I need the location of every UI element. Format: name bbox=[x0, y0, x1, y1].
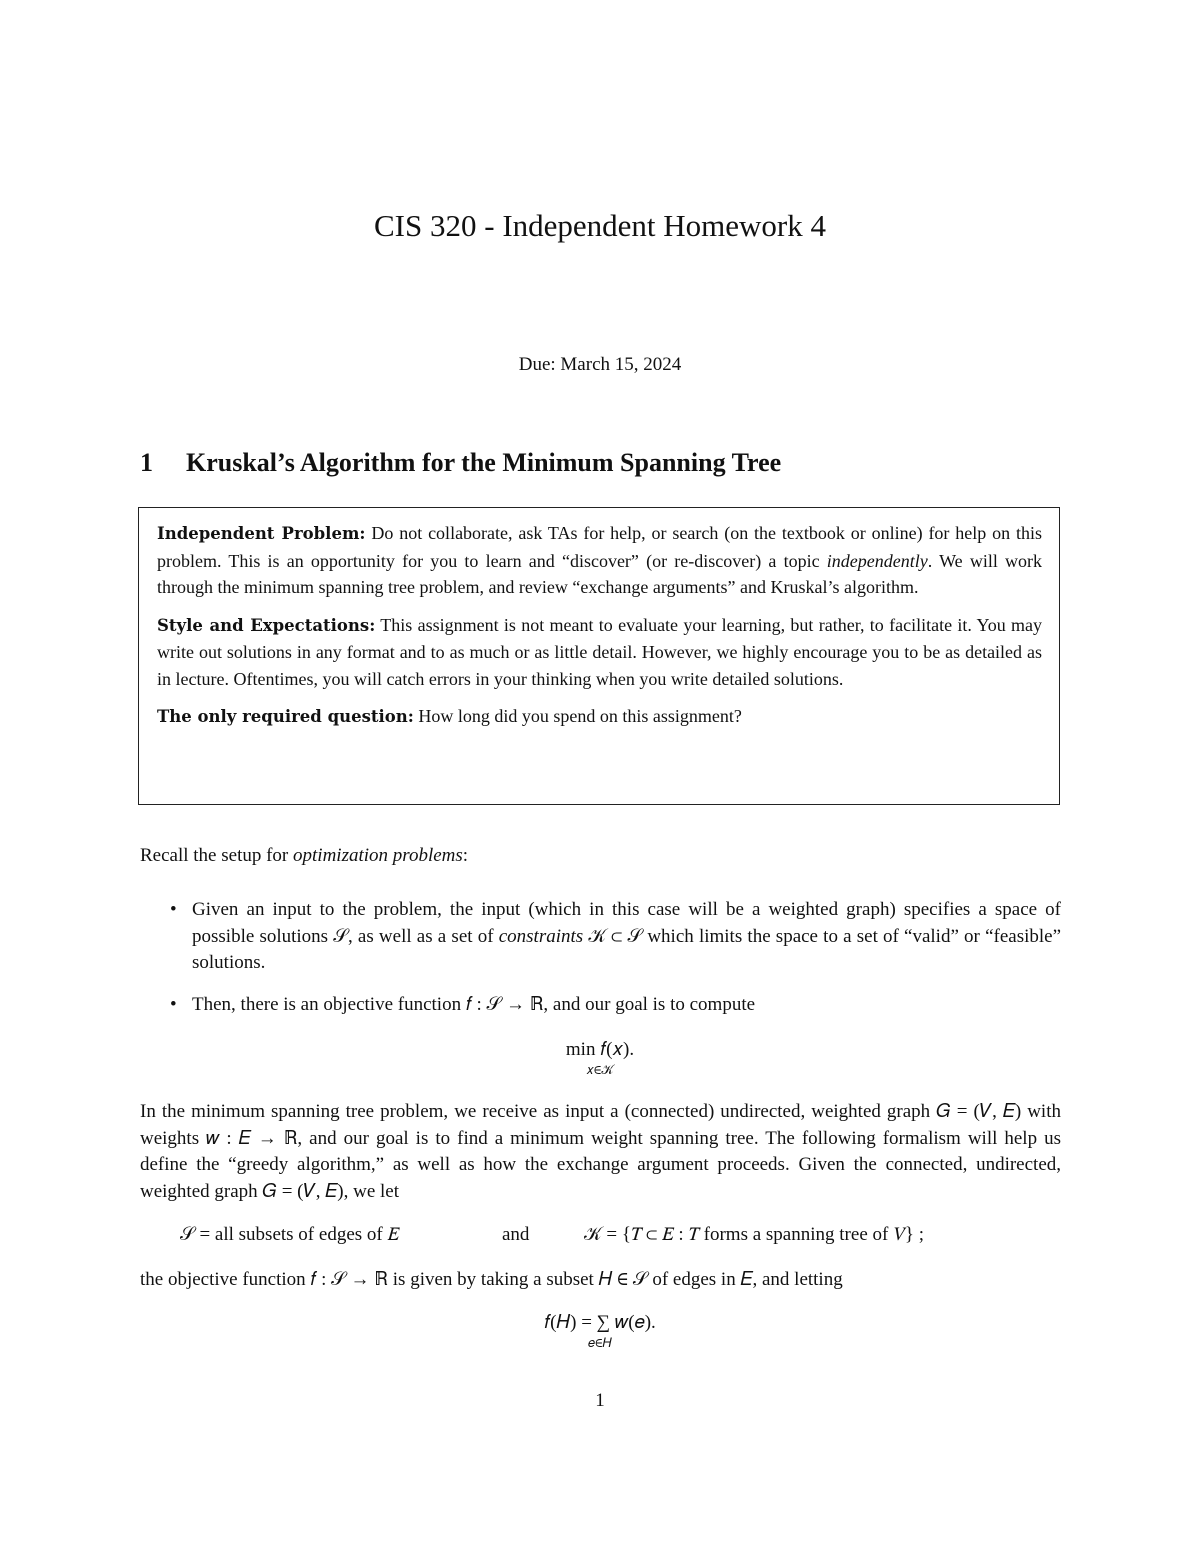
set-s-definition: 𝒮 = all subsets of edges of 𝐸 bbox=[180, 1224, 400, 1245]
independent-problem-text-end: . We will work through the minimum spanning tree problem, and review “exchange arguments” and Kruskal’s algorithm. bbox=[157, 550, 1042, 597]
bullet1-math-s: 𝒮 bbox=[333, 925, 348, 947]
section-title: Kruskal’s Algorithm for the Minimum Spanning Tree bbox=[186, 448, 782, 477]
bullet2-text: Then, there is an objective function 𝑓 : 𝒮 → ℝ, and our goal is to compute bbox=[192, 993, 756, 1015]
recall-emphasis: optimization problems bbox=[293, 845, 463, 866]
section-number: 1 bbox=[140, 448, 153, 477]
bullet1-text-c: 𝒦 ⊂ 𝒮 which limits the space to a set of “valid” or “feasible” solutions. bbox=[192, 925, 1062, 973]
recall-text: Recall the setup for bbox=[140, 845, 294, 866]
objective-paragraph: the objective function 𝑓 : 𝒮 → ℝ is given by taking a subset 𝐻 ∈ 𝒮 of edges in 𝐸, and letting bbox=[140, 1269, 843, 1290]
bullet1-text-b: , as well as a set of bbox=[347, 925, 499, 947]
style-expectations-text: This assignment is not meant to evaluate your learning, but rather, to facilitate it. You may write out solutions in any format and to as much or as little detail. However, we highly encourage you to be as detailed as in lecture. Oftentimes, you will catch errors in your thinking when you write detailed solutions. bbox=[157, 614, 1042, 689]
set-k-definition: 𝒦 = {𝑇 ⊂ 𝐸 : 𝑇 forms a spanning tree of 𝑉} ; bbox=[584, 1224, 925, 1245]
list-item bbox=[160, 992, 1061, 1019]
bullet-list bbox=[160, 897, 1061, 1033]
page-number: 1 bbox=[595, 1390, 605, 1411]
min-equation-main: min 𝑓(𝑥). bbox=[565, 1039, 635, 1060]
section-heading bbox=[140, 448, 781, 478]
sum-equation-subscript: 𝑒∈𝐻 bbox=[588, 1334, 612, 1350]
required-question-paragraph bbox=[157, 703, 1042, 731]
independent-problem-label: Independent Problem: bbox=[157, 524, 366, 543]
independent-problem-text: Do not collaborate, ask TAs for help, or search (on the textbook or online) for help on this problem. This is an opportunity for you to learn and “discover” (or re-discover) a topic bbox=[157, 523, 1042, 571]
list-item bbox=[160, 897, 1061, 977]
min-equation bbox=[0, 1037, 1200, 1082]
set-and-word: and bbox=[502, 1224, 530, 1245]
style-expectations-paragraph bbox=[157, 612, 1042, 693]
min-equation-subscript: 𝑥∈𝒦 bbox=[586, 1061, 614, 1077]
required-question-text: How long did you spend on this assignment? bbox=[413, 706, 742, 726]
sum-equation-main: 𝑓(𝐻) = ∑ 𝑤(𝑒). bbox=[544, 1312, 656, 1333]
independent-emphasis: independently bbox=[826, 550, 928, 571]
instructions-box bbox=[138, 507, 1060, 805]
document-title: CIS 320 - Independent Homework 4 bbox=[374, 208, 826, 243]
sum-equation bbox=[0, 1310, 1200, 1355]
bullet-icon: • bbox=[170, 899, 177, 920]
bullet1-emphasis: constraints bbox=[498, 925, 584, 947]
recall-paragraph bbox=[140, 843, 1061, 870]
due-date: Due: March 15, 2024 bbox=[518, 354, 682, 375]
recall-colon: : bbox=[462, 845, 469, 866]
bullet1-text-a: Given an input to the problem, the input (which in this case will be a weighted graph) specifies a space of possible solutions bbox=[192, 899, 1061, 947]
style-expectations-label: Style and Expectations: bbox=[157, 615, 376, 635]
required-question-label: The only required question: bbox=[157, 707, 414, 726]
bullet-icon: • bbox=[170, 993, 177, 1015]
independent-problem-paragraph bbox=[157, 520, 1042, 601]
mst-paragraph: In the minimum spanning tree problem, we receive as input a (connected) undirected, weighted graph 𝐺 = (𝑉, 𝐸) with weights 𝑤 : 𝐸 → ℝ, and our goal is to find a minimum weight spanning tree. The following formalism will help us define the “greedy algorithm,” as well as how the exchange argument proceeds. Given the connected, undirected, weighted graph 𝐺 = (𝑉, 𝐸), we let bbox=[140, 1101, 1061, 1202]
